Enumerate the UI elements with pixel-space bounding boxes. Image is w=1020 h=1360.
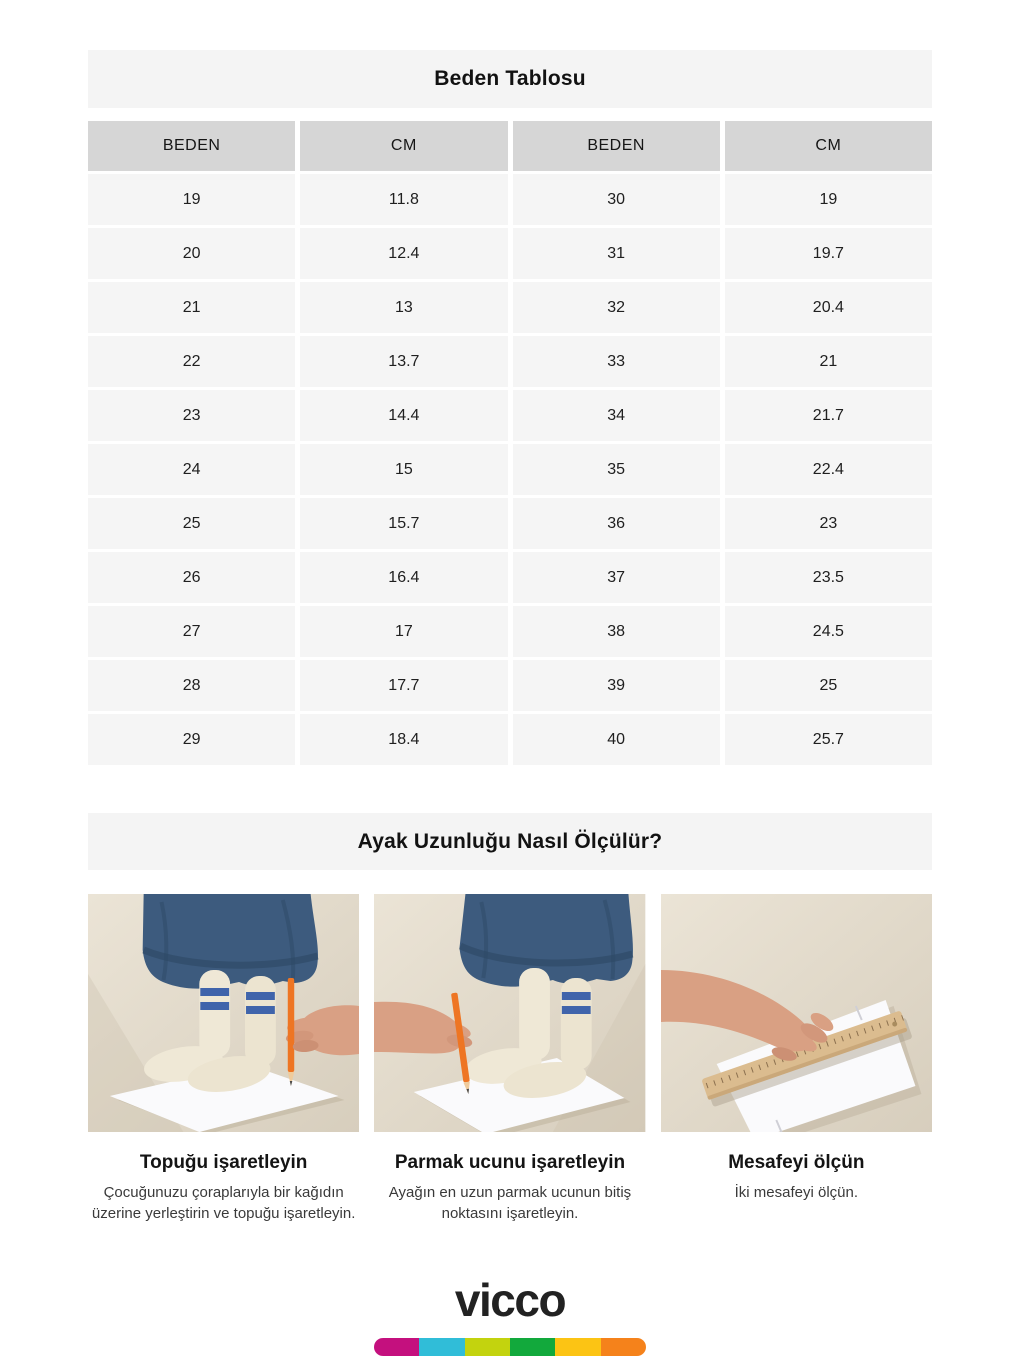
heel-marking-photo (88, 894, 359, 1132)
size-table-cell: 28 (88, 660, 295, 711)
size-table-row (88, 606, 932, 657)
size-table-header-band (88, 50, 932, 108)
size-table-cell: 37 (513, 552, 720, 603)
size-table-row (88, 174, 932, 225)
brand-bar-segment (465, 1338, 510, 1356)
size-table-row (88, 498, 932, 549)
size-table-cell: 12.4 (300, 228, 507, 279)
step-title: Parmak ucunu işaretleyin (394, 1152, 626, 1173)
distance-measuring-photo (661, 894, 932, 1132)
size-table-head (88, 121, 932, 171)
measure-section-title: Ayak Uzunluğu Nasıl Ölçülür? (357, 829, 663, 853)
size-table-row (88, 282, 932, 333)
step-title: Topuğu işaretleyin (139, 1152, 308, 1173)
size-table-cell: 15.7 (300, 498, 507, 549)
size-table-header-cell: CM (300, 121, 507, 171)
size-table-cell: 19 (88, 174, 295, 225)
brand-bar-segment (419, 1338, 464, 1356)
size-table-cell: 16.4 (300, 552, 507, 603)
size-table-cell: 26 (88, 552, 295, 603)
size-table-cell: 25 (88, 498, 295, 549)
size-table-header-cell: CM (725, 121, 932, 171)
size-table-cell: 19 (725, 174, 932, 225)
size-table-cell: 15 (300, 444, 507, 495)
size-table-row (88, 714, 932, 765)
size-table-row (88, 660, 932, 711)
size-table-cell: 23.5 (725, 552, 932, 603)
size-table-cell: 21 (88, 282, 295, 333)
step-title: Mesafeyi ölçün (728, 1152, 865, 1173)
size-table-row (88, 390, 932, 441)
size-table-row (88, 444, 932, 495)
brand-color-bar (374, 1338, 646, 1356)
size-table-cell: 17.7 (300, 660, 507, 711)
size-table-cell: 27 (88, 606, 295, 657)
size-table-cell: 29 (88, 714, 295, 765)
size-table-cell: 13 (300, 282, 507, 333)
size-table-cell: 17 (300, 606, 507, 657)
size-table-cell: 14.4 (300, 390, 507, 441)
size-table-row (88, 552, 932, 603)
size-table-row (88, 336, 932, 387)
step-description: Çocuğunuzu çoraplarıyla bir kağıdın üzerine yerleştirin ve topuğu işaretleyin. (91, 1184, 356, 1223)
size-table-cell: 19.7 (725, 228, 932, 279)
size-table-row (88, 228, 932, 279)
brand-footer (0, 1273, 1020, 1356)
size-table-cell: 23 (725, 498, 932, 549)
vicco-logo: vicco (454, 1273, 566, 1326)
size-table-wrap (0, 118, 1020, 768)
step-description: İki mesafeyi ölçün. (734, 1184, 859, 1201)
measure-section-header-band (88, 813, 932, 870)
size-table-cell: 35 (513, 444, 720, 495)
size-table-body (88, 174, 932, 765)
step-mark-heel (88, 894, 359, 1225)
measure-steps (88, 894, 932, 1225)
size-table-header-row (88, 121, 932, 171)
size-table-cell: 39 (513, 660, 720, 711)
step-mark-toe (374, 894, 645, 1225)
brand-bar-segment (555, 1338, 600, 1356)
brand-bar-segment (601, 1338, 646, 1356)
step-measure-distance (661, 894, 932, 1225)
size-table-cell: 33 (513, 336, 720, 387)
size-table-cell: 24.5 (725, 606, 932, 657)
pencil (288, 978, 294, 1086)
size-table-cell: 32 (513, 282, 720, 333)
size-table-cell: 38 (513, 606, 720, 657)
jeans (143, 894, 318, 989)
size-table-cell: 31 (513, 228, 720, 279)
size-table-cell: 18.4 (300, 714, 507, 765)
step-description: Ayağın en uzun parmak ucunun bitiş noktasını işaretleyin. (388, 1184, 632, 1223)
size-table-cell: 13.7 (300, 336, 507, 387)
size-table-cell: 25 (725, 660, 932, 711)
size-table-header-cell: BEDEN (513, 121, 720, 171)
size-table-cell: 23 (88, 390, 295, 441)
size-table-cell: 21 (725, 336, 932, 387)
size-table-cell: 11.8 (300, 174, 507, 225)
size-table-cell: 20.4 (725, 282, 932, 333)
toe-marking-photo (374, 894, 645, 1132)
size-table-cell: 21.7 (725, 390, 932, 441)
brand-bar-segment (374, 1338, 419, 1356)
size-table-cell: 40 (513, 714, 720, 765)
size-table-header-cell: BEDEN (88, 121, 295, 171)
size-table-cell: 36 (513, 498, 720, 549)
size-table-cell: 30 (513, 174, 720, 225)
size-table (83, 118, 937, 768)
size-table-cell: 34 (513, 390, 720, 441)
size-table-cell: 20 (88, 228, 295, 279)
size-table-title: Beden Tablosu (434, 67, 586, 90)
size-table-cell: 24 (88, 444, 295, 495)
brand-bar-segment (510, 1338, 555, 1356)
size-table-cell: 22.4 (725, 444, 932, 495)
size-table-cell: 22 (88, 336, 295, 387)
size-table-cell: 25.7 (725, 714, 932, 765)
